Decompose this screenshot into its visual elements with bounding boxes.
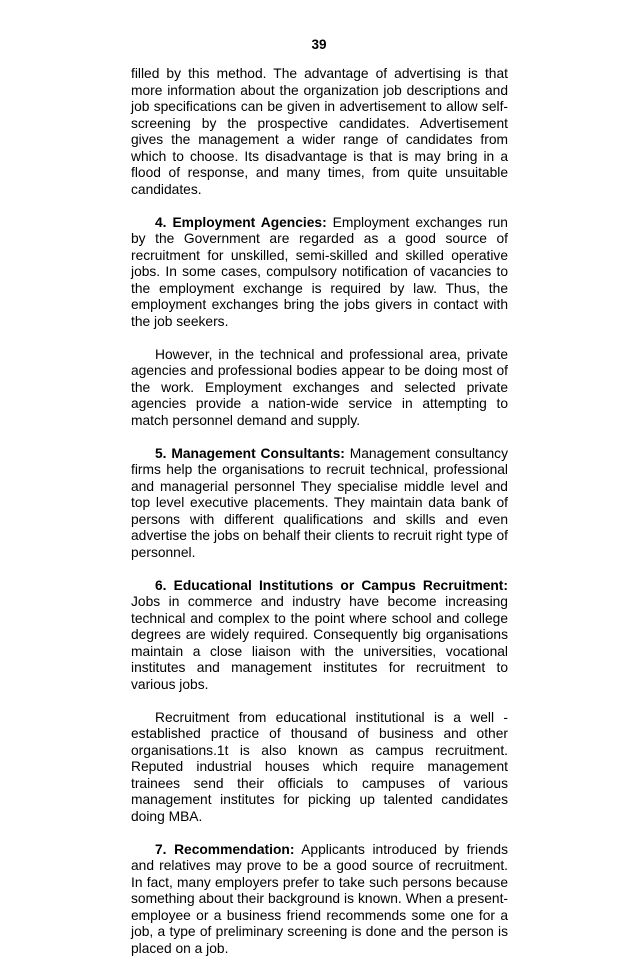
paragraph-campus-recruitment (131, 578, 508, 694)
paragraph-text: filled by this method. The advantage of advertising is that more information about the organization job descriptions and job specifications can be given in advertisement to allow self-screening by the prospective candidates. Advertisement gives the management a wider range of candidates from which to choose. Its disadvantage is that is may bring in a flood of response, and many times, from quite unsuitable candidates. (131, 66, 508, 197)
paragraph-advertising-continued (131, 66, 508, 198)
paragraph-text: Employment exchanges run by the Government are regarded as a good source of recruitment for unskilled, semi-skilled and skilled operative jobs. In some cases, compulsory notification of vacancies to the employment exchange is required by law. Thus, the employment exchanges bring the jobs givers in contact with the job seekers. (131, 214, 508, 329)
paragraph-text: However, in the technical and professional area, private agencies and professional bodies appear to be doing most of the work. Employment exchanges and selected private agencies provide a nation-wide service in attempting to match personnel demand and supply. (131, 346, 508, 428)
paragraph-campus-recruitment-detail (131, 710, 508, 826)
paragraph-private-agencies (131, 347, 508, 430)
paragraph-management-consultants (131, 446, 508, 562)
paragraph-text: Management consultancy firms help the organisations to recruit technical, professional and managerial personnel They specialise middle level and top level executive placements. They maintain data bank of persons with different qualifications and skills and even advertise the jobs on behalf their clients to recruit right type of personnel. (131, 445, 508, 560)
section-heading: 5. Management Consultants: (155, 445, 345, 461)
paragraph-text: Recruitment from educational institutional is a well - established practice of thousand of business and other organisations.1t is also known as campus recruitment. Reputed industrial houses which require management trainees send their officials to campuses of various management institutes for picking up talented candidates doing MBA. (131, 709, 508, 824)
section-heading: 4. Employment Agencies: (155, 214, 327, 230)
section-heading: 7. Recommendation: (155, 841, 295, 857)
paragraph-employment-agencies (131, 215, 508, 331)
paragraph-recommendation (131, 842, 508, 958)
section-heading: 6. Educational Institutions or Campus Recruitment: (155, 577, 508, 593)
page-number: 39 (311, 37, 327, 52)
paragraph-text: Jobs in commerce and industry have become increasing technical and complex to the point where school and college degrees are widely required. Consequently big organisations maintain a close liaison with the universities, vocational institutes and management institutes for recruitment to various jobs. (131, 594, 508, 692)
paragraph-text: Applicants introduced by friends and relatives may prove to be a good source of recruitment. In fact, many employers prefer to take such persons because something about their background is known. When a present-employee or a business friend recommends some one for a job, a type of preliminary screening is done and the person is placed on a job. (131, 841, 508, 956)
body-text (131, 66, 508, 974)
